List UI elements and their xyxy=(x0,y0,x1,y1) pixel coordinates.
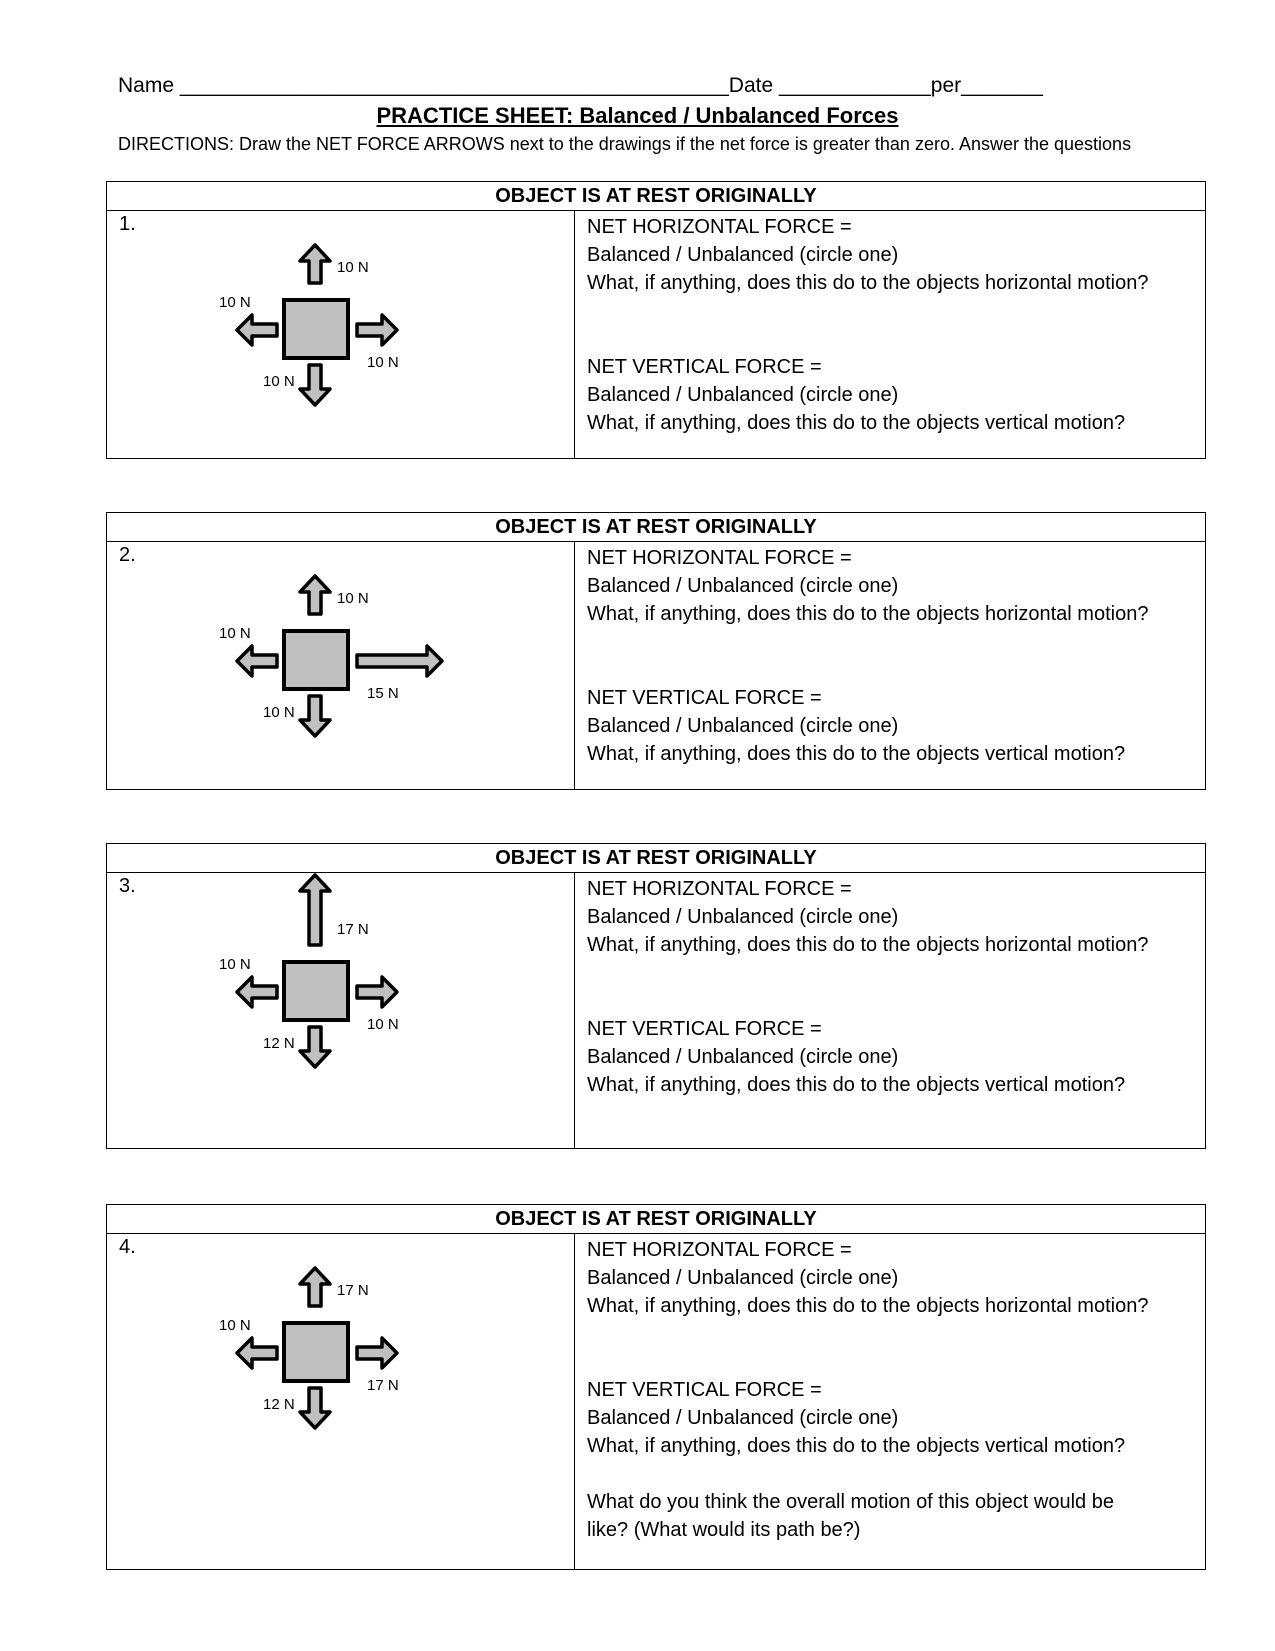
problem-number: 3. xyxy=(119,875,136,897)
problem-4 xyxy=(106,1204,1206,1570)
down-arrow xyxy=(300,1027,330,1067)
object-box xyxy=(284,300,348,358)
force-diagram xyxy=(107,211,575,459)
balanced-choice-horizontal[interactable]: Balanced / Unbalanced (circle one) xyxy=(587,575,899,597)
down-arrow xyxy=(300,1388,330,1428)
force-diagram xyxy=(107,542,575,790)
balanced-choice-horizontal[interactable]: Balanced / Unbalanced (circle one) xyxy=(587,244,899,266)
horizontal-motion-question: What, if anything, does this do to the objects horizontal motion? xyxy=(587,1295,1149,1317)
answer-space[interactable] xyxy=(587,628,1205,684)
problem-heading: OBJECT IS AT REST ORIGINALLY xyxy=(107,182,1205,211)
questions-cell xyxy=(575,1234,1205,1569)
horizontal-motion-question: What, if anything, does this do to the objects horizontal motion? xyxy=(587,272,1149,294)
force-label-up: 10 N xyxy=(337,590,369,607)
name-date-line[interactable]: Name _______________________________________________Date _____________per_______ xyxy=(118,74,1043,97)
force-label-right: 15 N xyxy=(367,685,399,702)
problem-number: 2. xyxy=(119,544,136,566)
problem-heading: OBJECT IS AT REST ORIGINALLY xyxy=(107,844,1205,873)
answer-space[interactable] xyxy=(587,297,1205,353)
force-label-down: 10 N xyxy=(263,704,295,721)
force-label-right: 17 N xyxy=(367,1377,399,1394)
page-title-text: PRACTICE SHEET: Balanced / Unbalanced Forces xyxy=(376,103,899,128)
balanced-choice-vertical[interactable]: Balanced / Unbalanced (circle one) xyxy=(587,384,899,406)
force-label-down: 10 N xyxy=(263,373,295,390)
questions-cell xyxy=(575,211,1205,458)
diagram-cell xyxy=(107,211,575,458)
right-arrow xyxy=(357,977,397,1007)
answer-space[interactable] xyxy=(587,959,1205,1015)
horizontal-motion-question: What, if anything, does this do to the objects horizontal motion? xyxy=(587,934,1149,956)
force-label-down: 12 N xyxy=(263,1396,295,1413)
answer-space[interactable] xyxy=(587,1460,1205,1488)
left-arrow xyxy=(237,315,277,345)
force-label-left: 10 N xyxy=(219,625,251,642)
force-label-up: 10 N xyxy=(337,259,369,276)
force-label-down: 12 N xyxy=(263,1035,295,1052)
problem-3 xyxy=(106,843,1206,1149)
overall-motion-question-cont: like? (What would its path be?) xyxy=(587,1519,861,1541)
down-arrow xyxy=(300,365,330,405)
vertical-motion-question: What, if anything, does this do to the objects vertical motion? xyxy=(587,1435,1126,1457)
object-box xyxy=(284,962,348,1020)
force-label-left: 10 N xyxy=(219,294,251,311)
problem-heading: OBJECT IS AT REST ORIGINALLY xyxy=(107,513,1205,542)
vertical-motion-question: What, if anything, does this do to the objects vertical motion? xyxy=(587,412,1126,434)
problem-number: 1. xyxy=(119,213,136,235)
net-vertical-force[interactable]: NET VERTICAL FORCE = xyxy=(587,1379,822,1401)
force-diagram xyxy=(107,873,575,1149)
balanced-choice-vertical[interactable]: Balanced / Unbalanced (circle one) xyxy=(587,715,899,737)
net-horizontal-force[interactable]: NET HORIZONTAL FORCE = xyxy=(587,216,852,238)
horizontal-motion-question: What, if anything, does this do to the objects horizontal motion? xyxy=(587,603,1149,625)
questions-cell xyxy=(575,873,1205,1148)
force-label-up: 17 N xyxy=(337,921,369,938)
overall-motion-question: What do you think the overall motion of this object would be xyxy=(587,1491,1114,1513)
answer-space[interactable] xyxy=(587,1320,1205,1376)
force-label-left: 10 N xyxy=(219,956,251,973)
right-arrow xyxy=(357,1338,397,1368)
net-horizontal-force[interactable]: NET HORIZONTAL FORCE = xyxy=(587,878,852,900)
net-vertical-force[interactable]: NET VERTICAL FORCE = xyxy=(587,1018,822,1040)
questions-cell xyxy=(575,542,1205,789)
force-label-left: 10 N xyxy=(219,1317,251,1334)
left-arrow xyxy=(237,1338,277,1368)
force-label-up: 17 N xyxy=(337,1282,369,1299)
net-horizontal-force[interactable]: NET HORIZONTAL FORCE = xyxy=(587,1239,852,1261)
force-label-right: 10 N xyxy=(367,1016,399,1033)
net-vertical-force[interactable]: NET VERTICAL FORCE = xyxy=(587,356,822,378)
net-vertical-force[interactable]: NET VERTICAL FORCE = xyxy=(587,687,822,709)
up-arrow xyxy=(300,1268,330,1306)
diagram-cell xyxy=(107,873,575,1148)
up-arrow xyxy=(300,875,330,945)
balanced-choice-vertical[interactable]: Balanced / Unbalanced (circle one) xyxy=(587,1046,899,1068)
vertical-motion-question: What, if anything, does this do to the objects vertical motion? xyxy=(587,743,1126,765)
diagram-cell xyxy=(107,542,575,789)
balanced-choice-horizontal[interactable]: Balanced / Unbalanced (circle one) xyxy=(587,1267,899,1289)
down-arrow xyxy=(300,696,330,736)
problem-heading: OBJECT IS AT REST ORIGINALLY xyxy=(107,1205,1205,1234)
right-arrow xyxy=(357,315,397,345)
up-arrow xyxy=(300,245,330,283)
object-box xyxy=(284,631,348,689)
object-box xyxy=(284,1323,348,1381)
left-arrow xyxy=(237,646,277,676)
right-arrow xyxy=(357,646,442,676)
vertical-motion-question: What, if anything, does this do to the objects vertical motion? xyxy=(587,1074,1126,1096)
page-title xyxy=(0,103,1275,129)
up-arrow xyxy=(300,576,330,614)
left-arrow xyxy=(237,977,277,1007)
directions-text: DIRECTIONS: Draw the NET FORCE ARROWS next to the drawings if the net force is greater than zero. Answer the questions xyxy=(118,134,1132,154)
force-label-right: 10 N xyxy=(367,354,399,371)
diagram-cell xyxy=(107,1234,575,1569)
problem-2 xyxy=(106,512,1206,790)
balanced-choice-horizontal[interactable]: Balanced / Unbalanced (circle one) xyxy=(587,906,899,928)
problem-number: 4. xyxy=(119,1236,136,1258)
problem-1 xyxy=(106,181,1206,459)
net-horizontal-force[interactable]: NET HORIZONTAL FORCE = xyxy=(587,547,852,569)
balanced-choice-vertical[interactable]: Balanced / Unbalanced (circle one) xyxy=(587,1407,899,1429)
